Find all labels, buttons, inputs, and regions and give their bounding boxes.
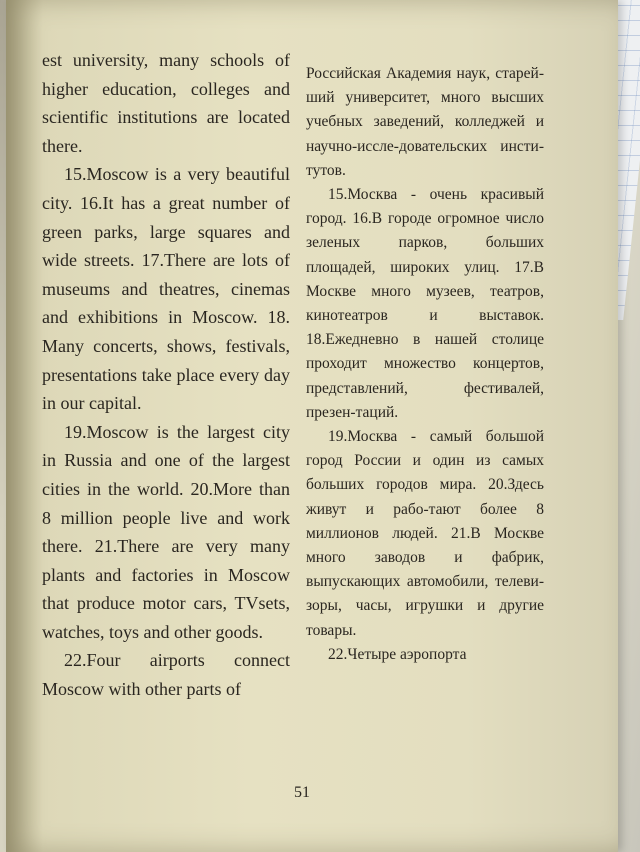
book-page bbox=[6, 0, 618, 852]
english-column bbox=[42, 46, 290, 704]
russian-paragraph: 22.Четыре аэропорта bbox=[328, 645, 467, 663]
english-paragraph: 19.Moscow is the largest city in Russia and one of the largest cities in the world. 20.More than 8 million people live and work there. 21.There are very many plants and factories in Moscow that produce motor cars, TVsets, watches, toys and other goods. bbox=[42, 421, 290, 642]
russian-paragraph: 19.Москва - самый большой город России и один из самых больших городов мира. 20.Здесь живут и рабо-тают более 8 миллионов людей. 21.В Москве много заводов и фабрик, выпускающих автомобили, телеви-зоры, часы, игрушки и другие товары. bbox=[306, 428, 544, 639]
russian-paragraph: Российская Академия наук, старей-ший университет, много высших учебных заведений, колледжей и научно-иссле-довательских инсти-тутов. bbox=[306, 65, 544, 179]
russian-column bbox=[306, 62, 544, 667]
english-paragraph: 22.Four airports connect Moscow with other parts of bbox=[42, 650, 290, 700]
english-paragraph: est university, many schools of higher education, colleges and scientific institutions are located there. bbox=[42, 50, 290, 156]
english-paragraph: 15.Moscow is a very beautiful city. 16.It has a great number of green parks, large squares and wide streets. 17.There are lots of museums and theatres, cinemas and exhibitions in Moscow. 18. Many concerts, shows, festivals, presentations take place every day in our capital. bbox=[42, 164, 290, 414]
russian-paragraph: 15.Москва - очень красивый город. 16.В городе огромное число зеленых парков, больших площадей, широких улиц. 17.В Москве много музеев, театров, кинотеатров и выставок. 18.Ежедневно в нашей столице проходит множество концертов, представлений, фестивалей, презен-таций. bbox=[306, 186, 544, 421]
page-number: 51 bbox=[294, 784, 310, 801]
